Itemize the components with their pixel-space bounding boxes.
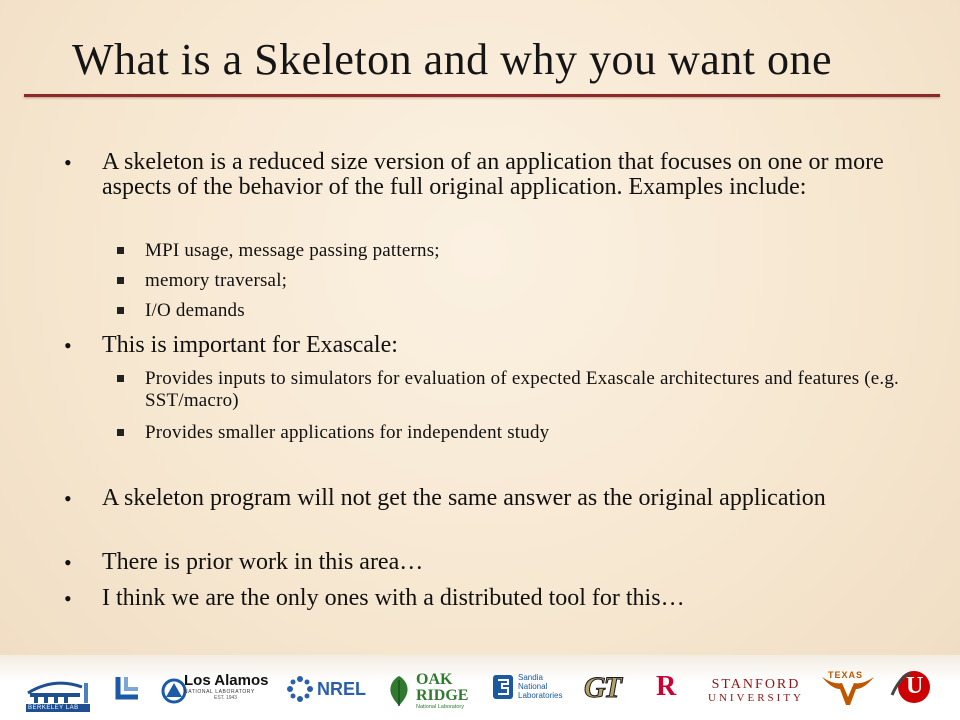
bullet-text: There is prior work in this area…	[102, 549, 424, 575]
rutgers-logo	[656, 671, 676, 703]
oak-ridge-logo	[386, 667, 476, 715]
sandia-thunderbird-icon	[492, 674, 514, 700]
sub-bullet-item	[145, 422, 905, 444]
bullet-item	[64, 485, 902, 511]
bullet-item	[64, 149, 902, 200]
nrel-mark-icon	[286, 675, 314, 703]
bullet-text: A skeleton is a reduced size version of an application that focuses on one or more aspects of the behavior of the full original application. Examples include:	[102, 149, 884, 200]
sub-bullet-item	[145, 270, 905, 292]
bullet-dot-icon: •	[64, 550, 72, 575]
partner-logo-strip	[0, 655, 960, 720]
stanford-sub: UNIVERSITY	[708, 692, 804, 704]
bullet-item	[64, 585, 902, 611]
sub-bullet-item	[145, 240, 905, 262]
sandia-label-2: National	[518, 682, 548, 691]
texas-logo	[820, 667, 876, 709]
sub-bullet-item	[145, 368, 905, 412]
bullet-item	[64, 549, 902, 575]
bullet-dot-icon: •	[64, 486, 72, 511]
bullet-dot-icon: •	[64, 586, 72, 611]
utah-logo	[890, 667, 934, 707]
nrel-label: NREL	[317, 678, 366, 699]
texas-label: TEXAS	[828, 670, 864, 680]
bullet-dot-icon: •	[64, 150, 72, 175]
utah-label: U	[906, 673, 924, 699]
bullet-text: A skeleton program will not get the same answer as the original application	[102, 485, 826, 511]
bullet-item	[64, 332, 902, 358]
sub-bullet-item	[145, 300, 905, 322]
square-bullet-icon	[117, 429, 124, 436]
sub-bullet-text: I/O demands	[145, 300, 245, 321]
bullet-text: This is important for Exascale:	[102, 332, 398, 358]
georgia-tech-logo	[584, 671, 620, 705]
oak-ridge-sub: National Laboratory	[416, 704, 465, 710]
square-bullet-icon	[117, 307, 124, 314]
los-alamos-logo	[160, 669, 270, 713]
sub-bullet-text: Provides smaller applications for independent study	[145, 422, 550, 443]
sub-bullet-text: Provides inputs to simulators for evaluation of expected Exascale architectures and features (e.g. SST/macro)	[145, 368, 900, 411]
square-bullet-icon	[117, 277, 124, 284]
nrel-logo	[286, 675, 366, 703]
square-bullet-icon	[117, 375, 124, 382]
square-bullet-icon	[117, 247, 124, 254]
sub-bullet-text: memory traversal;	[145, 270, 288, 291]
doe-bracket-icon	[114, 673, 144, 703]
title-underline	[24, 94, 940, 97]
oak-ridge-label: OAK RIDGE	[416, 671, 469, 704]
sub-bullet-text: MPI usage, message passing patterns;	[145, 240, 440, 261]
sandia-text	[518, 673, 562, 700]
stanford-logo	[706, 677, 806, 705]
oak-ridge-text	[416, 672, 476, 710]
oak-leaf-icon	[386, 674, 412, 708]
stanford-label: STANFORD	[711, 677, 801, 692]
sandia-label-1: Sandia	[518, 673, 543, 682]
los-alamos-label: Los Alamos	[184, 672, 269, 689]
los-alamos-sub: NATIONAL LABORATORY	[184, 689, 255, 695]
doe-logo	[114, 673, 144, 703]
berkeley-lab-label: BERKELEY LAB	[28, 705, 79, 711]
sandia-logo	[492, 673, 562, 700]
rutgers-label: R	[656, 671, 677, 702]
sandia-label-3: Laboratories	[518, 691, 563, 700]
los-alamos-est: EST. 1943	[214, 695, 238, 701]
gt-label: GT	[584, 671, 620, 704]
slide-title: What is a Skeleton and why you want one	[72, 35, 833, 84]
bullet-text: I think we are the only ones with a distributed tool for this…	[102, 585, 685, 611]
berkeley-lab-logo	[24, 669, 94, 713]
los-alamos-text	[184, 673, 274, 701]
bullet-dot-icon: •	[64, 333, 72, 358]
